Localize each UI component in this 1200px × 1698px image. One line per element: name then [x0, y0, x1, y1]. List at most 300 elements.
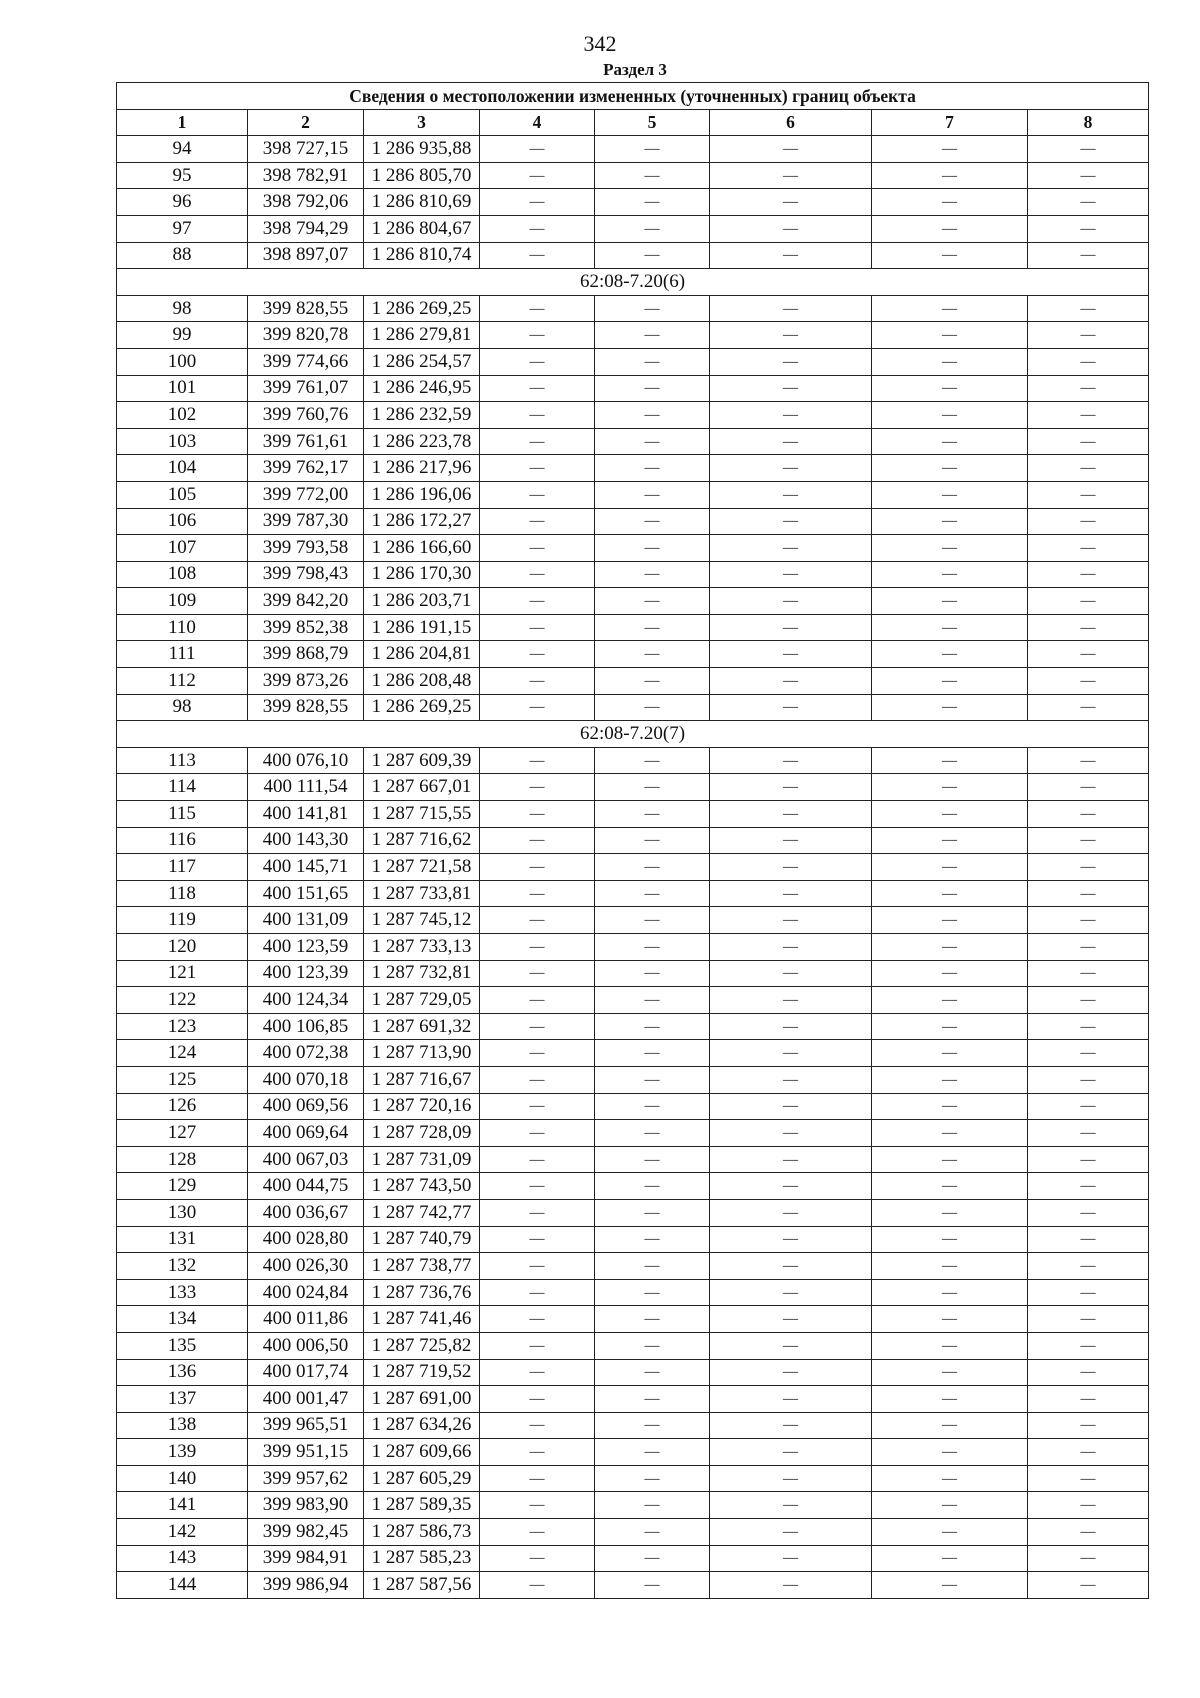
y-coordinate-cell: 1 286 170,30 [364, 561, 480, 588]
point-number-cell: 141 [117, 1492, 248, 1519]
empty-value-cell: — [595, 242, 710, 269]
x-coordinate-cell: 398 897,07 [248, 242, 364, 269]
empty-value-cell: — [595, 880, 710, 907]
point-number-cell: 129 [117, 1173, 248, 1200]
empty-value-cell: — [872, 1253, 1028, 1280]
empty-value-cell: — [480, 1306, 595, 1333]
empty-value-cell: — [710, 1545, 872, 1572]
empty-value-cell: — [872, 1093, 1028, 1120]
table-row [117, 1093, 1149, 1120]
x-coordinate-cell: 400 076,10 [248, 747, 364, 774]
empty-value-cell: — [595, 1465, 710, 1492]
y-coordinate-cell: 1 286 269,25 [364, 694, 480, 721]
point-number-cell: 137 [117, 1386, 248, 1413]
empty-value-cell: — [1028, 641, 1149, 668]
table-row [117, 215, 1149, 242]
y-coordinate-cell: 1 287 667,01 [364, 774, 480, 801]
empty-value-cell: — [595, 189, 710, 216]
x-coordinate-cell: 398 792,06 [248, 189, 364, 216]
table-row [117, 481, 1149, 508]
empty-value-cell: — [710, 1386, 872, 1413]
y-coordinate-cell: 1 286 204,81 [364, 641, 480, 668]
empty-value-cell: — [872, 1465, 1028, 1492]
empty-value-cell: — [595, 1253, 710, 1280]
y-coordinate-cell: 1 287 605,29 [364, 1465, 480, 1492]
empty-value-cell: — [710, 694, 872, 721]
empty-value-cell: — [872, 1066, 1028, 1093]
empty-value-cell: — [1028, 136, 1149, 163]
column-header: 5 [595, 109, 710, 136]
empty-value-cell: — [710, 1253, 872, 1280]
point-number-cell: 127 [117, 1120, 248, 1147]
y-coordinate-cell: 1 287 733,13 [364, 934, 480, 961]
point-number-cell: 96 [117, 189, 248, 216]
table-row [117, 242, 1149, 269]
empty-value-cell: — [1028, 827, 1149, 854]
empty-value-cell: — [480, 1572, 595, 1599]
empty-value-cell: — [710, 535, 872, 562]
empty-value-cell: — [595, 1359, 710, 1386]
table-row [117, 1120, 1149, 1147]
empty-value-cell: — [480, 747, 595, 774]
empty-value-cell: — [595, 827, 710, 854]
empty-value-cell: — [710, 1439, 872, 1466]
empty-value-cell: — [1028, 1332, 1149, 1359]
table-row [117, 162, 1149, 189]
x-coordinate-cell: 400 145,71 [248, 854, 364, 881]
empty-value-cell: — [595, 854, 710, 881]
table-row [117, 1226, 1149, 1253]
empty-value-cell: — [710, 189, 872, 216]
point-number-cell: 144 [117, 1572, 248, 1599]
point-number-cell: 131 [117, 1226, 248, 1253]
x-coordinate-cell: 400 143,30 [248, 827, 364, 854]
empty-value-cell: — [872, 136, 1028, 163]
empty-value-cell: — [1028, 934, 1149, 961]
empty-value-cell: — [710, 136, 872, 163]
y-coordinate-cell: 1 287 736,76 [364, 1279, 480, 1306]
empty-value-cell: — [710, 1519, 872, 1546]
point-number-cell: 107 [117, 535, 248, 562]
point-number-cell: 88 [117, 242, 248, 269]
empty-value-cell: — [710, 242, 872, 269]
table-row [117, 428, 1149, 455]
point-number-cell: 114 [117, 774, 248, 801]
table-row [117, 375, 1149, 402]
empty-value-cell: — [872, 641, 1028, 668]
empty-value-cell: — [872, 1226, 1028, 1253]
point-number-cell: 99 [117, 322, 248, 349]
empty-value-cell: — [595, 1120, 710, 1147]
y-coordinate-cell: 1 287 585,23 [364, 1545, 480, 1572]
y-coordinate-cell: 1 287 609,39 [364, 747, 480, 774]
point-number-cell: 136 [117, 1359, 248, 1386]
x-coordinate-cell: 399 868,79 [248, 641, 364, 668]
x-coordinate-cell: 400 124,34 [248, 987, 364, 1014]
empty-value-cell: — [710, 1306, 872, 1333]
x-coordinate-cell: 399 772,00 [248, 481, 364, 508]
group-label: 62:08-7.20(7) [117, 721, 1149, 748]
table-row [117, 960, 1149, 987]
x-coordinate-cell: 399 982,45 [248, 1519, 364, 1546]
table-row [117, 535, 1149, 562]
empty-value-cell: — [1028, 614, 1149, 641]
empty-value-cell: — [595, 801, 710, 828]
empty-value-cell: — [710, 1173, 872, 1200]
empty-value-cell: — [872, 747, 1028, 774]
column-header: 2 [248, 109, 364, 136]
empty-value-cell: — [595, 1545, 710, 1572]
x-coordinate-cell: 400 001,47 [248, 1386, 364, 1413]
y-coordinate-cell: 1 287 729,05 [364, 987, 480, 1014]
y-coordinate-cell: 1 286 196,06 [364, 481, 480, 508]
y-coordinate-cell: 1 287 715,55 [364, 801, 480, 828]
empty-value-cell: — [480, 136, 595, 163]
point-number-cell: 103 [117, 428, 248, 455]
empty-value-cell: — [872, 1173, 1028, 1200]
column-header-row [117, 109, 1149, 136]
point-number-cell: 111 [117, 641, 248, 668]
empty-value-cell: — [1028, 987, 1149, 1014]
empty-value-cell: — [872, 614, 1028, 641]
y-coordinate-cell: 1 287 586,73 [364, 1519, 480, 1546]
point-number-cell: 101 [117, 375, 248, 402]
empty-value-cell: — [710, 1359, 872, 1386]
point-number-cell: 124 [117, 1040, 248, 1067]
empty-value-cell: — [1028, 1173, 1149, 1200]
empty-value-cell: — [710, 1572, 872, 1599]
empty-value-cell: — [480, 295, 595, 322]
point-number-cell: 126 [117, 1093, 248, 1120]
empty-value-cell: — [595, 375, 710, 402]
empty-value-cell: — [595, 428, 710, 455]
table-row [117, 1492, 1149, 1519]
empty-value-cell: — [595, 1332, 710, 1359]
empty-value-cell: — [710, 1465, 872, 1492]
empty-value-cell: — [595, 1199, 710, 1226]
x-coordinate-cell: 399 852,38 [248, 614, 364, 641]
empty-value-cell: — [595, 641, 710, 668]
table-row [117, 508, 1149, 535]
empty-value-cell: — [595, 1386, 710, 1413]
empty-value-cell: — [1028, 508, 1149, 535]
point-number-cell: 98 [117, 295, 248, 322]
point-number-cell: 134 [117, 1306, 248, 1333]
empty-value-cell: — [710, 1040, 872, 1067]
x-coordinate-cell: 400 044,75 [248, 1173, 364, 1200]
point-number-cell: 102 [117, 402, 248, 429]
table-row [117, 1173, 1149, 1200]
empty-value-cell: — [480, 322, 595, 349]
table-row [117, 588, 1149, 615]
y-coordinate-cell: 1 287 721,58 [364, 854, 480, 881]
y-coordinate-cell: 1 287 731,09 [364, 1146, 480, 1173]
empty-value-cell: — [480, 987, 595, 1014]
empty-value-cell: — [480, 561, 595, 588]
y-coordinate-cell: 1 287 589,35 [364, 1492, 480, 1519]
empty-value-cell: — [872, 960, 1028, 987]
empty-value-cell: — [872, 535, 1028, 562]
x-coordinate-cell: 398 794,29 [248, 215, 364, 242]
empty-value-cell: — [480, 774, 595, 801]
table-row [117, 774, 1149, 801]
empty-value-cell: — [1028, 1386, 1149, 1413]
empty-value-cell: — [1028, 189, 1149, 216]
empty-value-cell: — [480, 1386, 595, 1413]
empty-value-cell: — [595, 694, 710, 721]
empty-value-cell: — [872, 880, 1028, 907]
table-row [117, 880, 1149, 907]
empty-value-cell: — [480, 907, 595, 934]
empty-value-cell: — [1028, 535, 1149, 562]
empty-value-cell: — [710, 801, 872, 828]
empty-value-cell: — [872, 348, 1028, 375]
empty-value-cell: — [1028, 162, 1149, 189]
y-coordinate-cell: 1 287 742,77 [364, 1199, 480, 1226]
table-row [117, 1412, 1149, 1439]
empty-value-cell: — [872, 987, 1028, 1014]
empty-value-cell: — [872, 162, 1028, 189]
y-coordinate-cell: 1 286 217,96 [364, 455, 480, 482]
empty-value-cell: — [480, 348, 595, 375]
x-coordinate-cell: 400 151,65 [248, 880, 364, 907]
empty-value-cell: — [480, 880, 595, 907]
empty-value-cell: — [710, 375, 872, 402]
table-row [117, 1279, 1149, 1306]
table-row [117, 322, 1149, 349]
point-number-cell: 120 [117, 934, 248, 961]
table-row [117, 189, 1149, 216]
empty-value-cell: — [872, 1545, 1028, 1572]
empty-value-cell: — [480, 402, 595, 429]
empty-value-cell: — [595, 561, 710, 588]
empty-value-cell: — [872, 1412, 1028, 1439]
page-number: 342 [583, 31, 617, 56]
x-coordinate-cell: 400 131,09 [248, 907, 364, 934]
empty-value-cell: — [1028, 1199, 1149, 1226]
empty-value-cell: — [710, 1332, 872, 1359]
empty-value-cell: — [1028, 1519, 1149, 1546]
point-number-cell: 125 [117, 1066, 248, 1093]
table-row [117, 1465, 1149, 1492]
empty-value-cell: — [480, 1465, 595, 1492]
empty-value-cell: — [872, 215, 1028, 242]
empty-value-cell: — [1028, 481, 1149, 508]
empty-value-cell: — [1028, 668, 1149, 695]
empty-value-cell: — [595, 987, 710, 1014]
empty-value-cell: — [1028, 1572, 1149, 1599]
y-coordinate-cell: 1 286 254,57 [364, 348, 480, 375]
empty-value-cell: — [710, 774, 872, 801]
x-coordinate-cell: 399 787,30 [248, 508, 364, 535]
point-number-cell: 128 [117, 1146, 248, 1173]
empty-value-cell: — [480, 1439, 595, 1466]
empty-value-cell: — [1028, 1465, 1149, 1492]
empty-value-cell: — [872, 1199, 1028, 1226]
table-row [117, 934, 1149, 961]
column-header: 6 [710, 109, 872, 136]
y-coordinate-cell: 1 286 804,67 [364, 215, 480, 242]
empty-value-cell: — [1028, 880, 1149, 907]
x-coordinate-cell: 400 026,30 [248, 1253, 364, 1280]
empty-value-cell: — [710, 1093, 872, 1120]
table-row [117, 1439, 1149, 1466]
y-coordinate-cell: 1 287 728,09 [364, 1120, 480, 1147]
empty-value-cell: — [1028, 801, 1149, 828]
y-coordinate-cell: 1 287 741,46 [364, 1306, 480, 1333]
empty-value-cell: — [595, 774, 710, 801]
empty-value-cell: — [595, 455, 710, 482]
empty-value-cell: — [595, 1492, 710, 1519]
empty-value-cell: — [595, 215, 710, 242]
empty-value-cell: — [480, 827, 595, 854]
column-header: 3 [364, 109, 480, 136]
y-coordinate-cell: 1 286 203,71 [364, 588, 480, 615]
empty-value-cell: — [595, 960, 710, 987]
empty-value-cell: — [710, 668, 872, 695]
table-row [117, 1572, 1149, 1599]
empty-value-cell: — [710, 455, 872, 482]
y-coordinate-cell: 1 287 691,00 [364, 1386, 480, 1413]
y-coordinate-cell: 1 287 634,26 [364, 1412, 480, 1439]
column-header: 8 [1028, 109, 1149, 136]
point-number-cell: 98 [117, 694, 248, 721]
empty-value-cell: — [710, 641, 872, 668]
empty-value-cell: — [872, 907, 1028, 934]
point-number-cell: 140 [117, 1465, 248, 1492]
y-coordinate-cell: 1 286 191,15 [364, 614, 480, 641]
table-row [117, 1199, 1149, 1226]
empty-value-cell: — [1028, 1545, 1149, 1572]
empty-value-cell: — [480, 694, 595, 721]
empty-value-cell: — [480, 641, 595, 668]
empty-value-cell: — [710, 960, 872, 987]
x-coordinate-cell: 400 111,54 [248, 774, 364, 801]
point-number-cell: 113 [117, 747, 248, 774]
y-coordinate-cell: 1 287 716,62 [364, 827, 480, 854]
empty-value-cell: — [710, 561, 872, 588]
x-coordinate-cell: 400 141,81 [248, 801, 364, 828]
point-number-cell: 123 [117, 1013, 248, 1040]
empty-value-cell: — [710, 215, 872, 242]
x-coordinate-cell: 399 774,66 [248, 348, 364, 375]
y-coordinate-cell: 1 287 740,79 [364, 1226, 480, 1253]
empty-value-cell: — [480, 614, 595, 641]
table-row [117, 668, 1149, 695]
empty-value-cell: — [595, 588, 710, 615]
empty-value-cell: — [872, 1572, 1028, 1599]
x-coordinate-cell: 399 957,62 [248, 1465, 364, 1492]
y-coordinate-cell: 1 286 232,59 [364, 402, 480, 429]
empty-value-cell: — [710, 508, 872, 535]
table-row [117, 1146, 1149, 1173]
empty-value-cell: — [710, 322, 872, 349]
empty-value-cell: — [872, 481, 1028, 508]
x-coordinate-cell: 400 017,74 [248, 1359, 364, 1386]
empty-value-cell: — [1028, 1093, 1149, 1120]
y-coordinate-cell: 1 287 733,81 [364, 880, 480, 907]
x-coordinate-cell: 399 965,51 [248, 1412, 364, 1439]
empty-value-cell: — [872, 668, 1028, 695]
empty-value-cell: — [595, 1412, 710, 1439]
empty-value-cell: — [595, 668, 710, 695]
y-coordinate-cell: 1 286 279,81 [364, 322, 480, 349]
empty-value-cell: — [595, 614, 710, 641]
table-row [117, 455, 1149, 482]
empty-value-cell: — [1028, 1146, 1149, 1173]
empty-value-cell: — [595, 907, 710, 934]
empty-value-cell: — [872, 322, 1028, 349]
empty-value-cell: — [872, 1279, 1028, 1306]
empty-value-cell: — [710, 854, 872, 881]
empty-value-cell: — [480, 1279, 595, 1306]
empty-value-cell: — [872, 455, 1028, 482]
empty-value-cell: — [710, 1226, 872, 1253]
x-coordinate-cell: 399 793,58 [248, 535, 364, 562]
empty-value-cell: — [1028, 1306, 1149, 1333]
table-row [117, 295, 1149, 322]
empty-value-cell: — [710, 1279, 872, 1306]
empty-value-cell: — [872, 774, 1028, 801]
empty-value-cell: — [710, 588, 872, 615]
x-coordinate-cell: 399 984,91 [248, 1545, 364, 1572]
empty-value-cell: — [1028, 455, 1149, 482]
empty-value-cell: — [480, 588, 595, 615]
empty-value-cell: — [872, 1306, 1028, 1333]
empty-value-cell: — [1028, 1226, 1149, 1253]
empty-value-cell: — [595, 1439, 710, 1466]
empty-value-cell: — [1028, 322, 1149, 349]
empty-value-cell: — [480, 455, 595, 482]
empty-value-cell: — [595, 934, 710, 961]
empty-value-cell: — [480, 1013, 595, 1040]
empty-value-cell: — [480, 1253, 595, 1280]
empty-value-cell: — [872, 242, 1028, 269]
empty-value-cell: — [710, 428, 872, 455]
x-coordinate-cell: 400 006,50 [248, 1332, 364, 1359]
point-number-cell: 106 [117, 508, 248, 535]
x-coordinate-cell: 400 070,18 [248, 1066, 364, 1093]
table-row [117, 402, 1149, 429]
empty-value-cell: — [872, 827, 1028, 854]
x-coordinate-cell: 400 036,67 [248, 1199, 364, 1226]
empty-value-cell: — [872, 1040, 1028, 1067]
empty-value-cell: — [480, 960, 595, 987]
empty-value-cell: — [595, 1226, 710, 1253]
y-coordinate-cell: 1 286 208,48 [364, 668, 480, 695]
table-row [117, 561, 1149, 588]
empty-value-cell: — [595, 348, 710, 375]
empty-value-cell: — [1028, 402, 1149, 429]
point-number-cell: 138 [117, 1412, 248, 1439]
empty-value-cell: — [872, 508, 1028, 535]
empty-value-cell: — [872, 1519, 1028, 1546]
x-coordinate-cell: 398 782,91 [248, 162, 364, 189]
coordinates-table [116, 82, 1149, 1599]
empty-value-cell: — [480, 1146, 595, 1173]
x-coordinate-cell: 399 873,26 [248, 668, 364, 695]
point-number-cell: 133 [117, 1279, 248, 1306]
empty-value-cell: — [1028, 1120, 1149, 1147]
table-row [117, 136, 1149, 163]
point-number-cell: 143 [117, 1545, 248, 1572]
x-coordinate-cell: 400 067,03 [248, 1146, 364, 1173]
table-row [117, 987, 1149, 1014]
empty-value-cell: — [710, 987, 872, 1014]
point-number-cell: 110 [117, 614, 248, 641]
empty-value-cell: — [480, 1093, 595, 1120]
empty-value-cell: — [595, 1013, 710, 1040]
